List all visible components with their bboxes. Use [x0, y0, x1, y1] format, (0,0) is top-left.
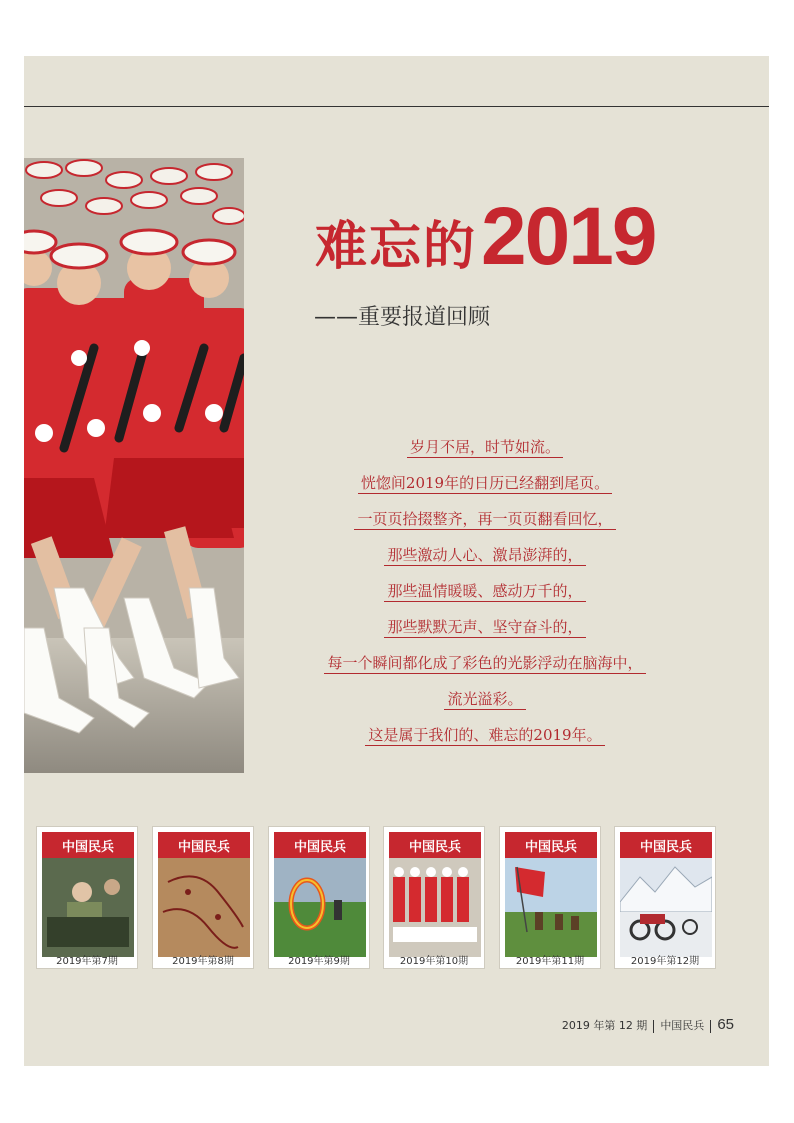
cover-issue-12: [614, 826, 716, 969]
title-text: 难忘的: [315, 216, 478, 277]
cover-caption: 2019年第12期: [630, 956, 700, 967]
cover-masthead: 中国民兵: [61, 840, 115, 855]
cover-caption: 2019年第11期: [515, 956, 585, 967]
article-subtitle: ——重要报道回顾: [314, 305, 491, 330]
cover-caption: 2019年第8期: [172, 956, 234, 967]
cover-caption: 2019年第9期: [288, 956, 350, 967]
cover-thumbnails: [36, 826, 716, 971]
svg-text:中国民兵: 中国民兵: [408, 840, 462, 855]
parade-photo: [24, 158, 244, 773]
cover-issue-10: [383, 826, 485, 969]
poem-line: 每一个瞬间都化成了彩色的光影浮动在脑海中，: [324, 648, 645, 684]
poem-line: 那些温情暖暖、感动万千的，: [384, 576, 585, 612]
poem-line: 岁月不居，时节如流。: [407, 432, 563, 468]
poem-line: 那些默默无声、坚守奋斗的，: [384, 612, 585, 648]
cover-caption: 2019年第7期: [56, 956, 118, 967]
intro-poem: [300, 432, 670, 756]
poem-line: 一页页拾掇整齐，再一页页翻看回忆，: [354, 504, 615, 540]
svg-text:中国民兵: 中国民兵: [293, 840, 347, 855]
cover-issue-11: [499, 826, 601, 969]
poem-line: 这是属于我们的、难忘的2019年。: [365, 720, 604, 756]
svg-text:中国民兵: 中国民兵: [524, 840, 578, 855]
cover-issue-7: [36, 826, 138, 969]
cover-issue-9: [268, 826, 370, 969]
footer-divider: [710, 1020, 711, 1033]
poem-line: 流光溢彩。: [444, 684, 525, 720]
poem-line: 恍惚间2019年的日历已经翻到尾页。: [358, 468, 612, 504]
svg-text:中国民兵: 中国民兵: [639, 840, 693, 855]
svg-text:中国民兵: 中国民兵: [177, 840, 231, 855]
cover-issue-8: [152, 826, 254, 969]
footer-issue: 2019 年第 12 期: [561, 1019, 648, 1032]
cover-caption: 2019年第10期: [399, 956, 469, 967]
top-rule: [24, 106, 769, 107]
title-year: 2019: [481, 191, 656, 282]
page-footer: [562, 1016, 734, 1033]
footer-divider: [653, 1020, 654, 1033]
page-number: 65: [717, 1016, 734, 1033]
footer-magazine: 中国民兵: [660, 1019, 705, 1032]
poem-line: 那些激动人心、激昂澎湃的，: [384, 540, 585, 576]
article-title: [315, 190, 735, 290]
